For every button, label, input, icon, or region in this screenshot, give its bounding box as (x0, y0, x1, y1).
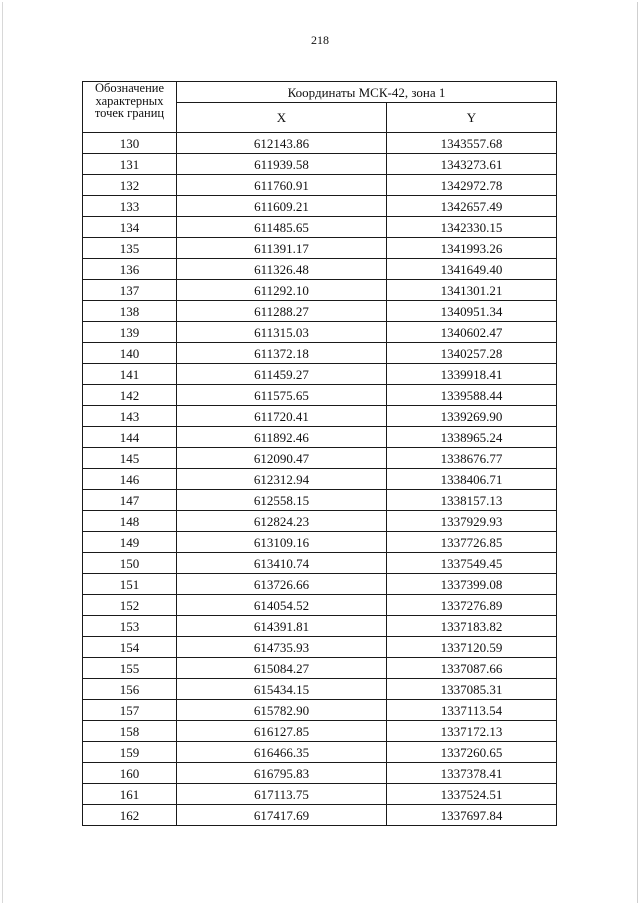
x-coordinate-cell: 611391.17 (177, 238, 387, 259)
table-row (83, 238, 557, 259)
point-number-cell: 159 (83, 742, 177, 763)
point-number-cell: 150 (83, 553, 177, 574)
x-coordinate-cell: 617113.75 (177, 784, 387, 805)
table-row (83, 511, 557, 532)
table-row (83, 133, 557, 154)
x-coordinate-cell: 616795.83 (177, 763, 387, 784)
point-number-cell: 158 (83, 721, 177, 742)
table-row (83, 469, 557, 490)
y-coordinate-cell: 1342330.15 (387, 217, 557, 238)
y-coordinate-cell: 1338676.77 (387, 448, 557, 469)
table-row (83, 553, 557, 574)
page-number: 218 (311, 33, 329, 47)
table-row (83, 385, 557, 406)
point-number-cell: 134 (83, 217, 177, 238)
table-row (83, 763, 557, 784)
x-coordinate-cell: 611288.27 (177, 301, 387, 322)
point-number-cell: 155 (83, 658, 177, 679)
x-coordinate-cell: 617417.69 (177, 805, 387, 826)
header-row-1 (83, 82, 557, 103)
table-row (83, 616, 557, 637)
table-row (83, 343, 557, 364)
point-number-cell: 157 (83, 700, 177, 721)
y-coordinate-cell: 1343557.68 (387, 133, 557, 154)
point-number-cell: 141 (83, 364, 177, 385)
table-row (83, 637, 557, 658)
point-number-cell: 144 (83, 427, 177, 448)
table-row (83, 805, 557, 826)
table-row (83, 217, 557, 238)
y-coordinate-cell: 1337087.66 (387, 658, 557, 679)
y-coordinate-cell: 1337378.41 (387, 763, 557, 784)
table-row (83, 658, 557, 679)
table-row (83, 322, 557, 343)
table-row (83, 427, 557, 448)
point-number-cell: 152 (83, 595, 177, 616)
y-coordinate-cell: 1341649.40 (387, 259, 557, 280)
table-row (83, 280, 557, 301)
x-column-header: X (177, 103, 387, 133)
x-coordinate-cell: 611892.46 (177, 427, 387, 448)
point-number-cell: 153 (83, 616, 177, 637)
table-row (83, 490, 557, 511)
y-coordinate-cell: 1337524.51 (387, 784, 557, 805)
y-coordinate-cell: 1341993.26 (387, 238, 557, 259)
table-row (83, 679, 557, 700)
x-coordinate-cell: 612824.23 (177, 511, 387, 532)
x-coordinate-cell: 612143.86 (177, 133, 387, 154)
y-coordinate-cell: 1340602.47 (387, 322, 557, 343)
x-coordinate-cell: 615084.27 (177, 658, 387, 679)
point-number-cell: 142 (83, 385, 177, 406)
table-row (83, 406, 557, 427)
point-number-cell: 132 (83, 175, 177, 196)
point-number-cell: 143 (83, 406, 177, 427)
point-number-cell: 135 (83, 238, 177, 259)
x-coordinate-cell: 611372.18 (177, 343, 387, 364)
x-coordinate-cell: 616127.85 (177, 721, 387, 742)
x-coordinate-cell: 614391.81 (177, 616, 387, 637)
x-coordinate-cell: 612090.47 (177, 448, 387, 469)
point-number-cell: 140 (83, 343, 177, 364)
y-coordinate-cell: 1337085.31 (387, 679, 557, 700)
point-number-cell: 151 (83, 574, 177, 595)
table-body (83, 133, 557, 826)
y-coordinate-cell: 1337260.65 (387, 742, 557, 763)
x-coordinate-cell: 613726.66 (177, 574, 387, 595)
x-coordinate-cell: 611292.10 (177, 280, 387, 301)
y-coordinate-cell: 1337549.45 (387, 553, 557, 574)
x-coordinate-cell: 611315.03 (177, 322, 387, 343)
y-coordinate-cell: 1338157.13 (387, 490, 557, 511)
point-number-cell: 160 (83, 763, 177, 784)
y-coordinate-cell: 1337726.85 (387, 532, 557, 553)
point-number-cell: 139 (83, 322, 177, 343)
x-coordinate-cell: 611485.65 (177, 217, 387, 238)
x-coordinate-cell: 612558.15 (177, 490, 387, 511)
y-coordinate-cell: 1337276.89 (387, 595, 557, 616)
point-number-cell: 149 (83, 532, 177, 553)
x-coordinate-cell: 611760.91 (177, 175, 387, 196)
point-designation-header: Обозначение характерных точек границ (83, 82, 177, 133)
point-number-cell: 138 (83, 301, 177, 322)
x-coordinate-cell: 616466.35 (177, 742, 387, 763)
point-number-cell: 148 (83, 511, 177, 532)
y-coordinate-cell: 1337399.08 (387, 574, 557, 595)
coordinates-group-header: Координаты МСК-42, зона 1 (177, 82, 557, 103)
x-coordinate-cell: 615434.15 (177, 679, 387, 700)
point-number-cell: 162 (83, 805, 177, 826)
table-row (83, 448, 557, 469)
y-coordinate-cell: 1342972.78 (387, 175, 557, 196)
x-coordinate-cell: 611326.48 (177, 259, 387, 280)
y-coordinate-cell: 1337697.84 (387, 805, 557, 826)
point-number-cell: 146 (83, 469, 177, 490)
table-row (83, 259, 557, 280)
y-coordinate-cell: 1338965.24 (387, 427, 557, 448)
y-coordinate-cell: 1342657.49 (387, 196, 557, 217)
y-coordinate-cell: 1337120.59 (387, 637, 557, 658)
x-coordinate-cell: 611459.27 (177, 364, 387, 385)
point-number-cell: 131 (83, 154, 177, 175)
table-row (83, 742, 557, 763)
point-number-cell: 154 (83, 637, 177, 658)
x-coordinate-cell: 613109.16 (177, 532, 387, 553)
table-row (83, 574, 557, 595)
x-coordinate-cell: 611609.21 (177, 196, 387, 217)
coordinates-table (82, 81, 557, 826)
y-coordinate-cell: 1337172.13 (387, 721, 557, 742)
x-coordinate-cell: 612312.94 (177, 469, 387, 490)
y-column-header: Y (387, 103, 557, 133)
y-coordinate-cell: 1340257.28 (387, 343, 557, 364)
table-row (83, 784, 557, 805)
y-coordinate-cell: 1337929.93 (387, 511, 557, 532)
table-row (83, 154, 557, 175)
table-row (83, 532, 557, 553)
point-number-cell: 156 (83, 679, 177, 700)
x-coordinate-cell: 615782.90 (177, 700, 387, 721)
x-coordinate-cell: 614054.52 (177, 595, 387, 616)
point-number-cell: 145 (83, 448, 177, 469)
y-coordinate-cell: 1339588.44 (387, 385, 557, 406)
point-number-cell: 137 (83, 280, 177, 301)
x-coordinate-cell: 614735.93 (177, 637, 387, 658)
x-coordinate-cell: 611575.65 (177, 385, 387, 406)
point-number-cell: 161 (83, 784, 177, 805)
table-row (83, 721, 557, 742)
y-coordinate-cell: 1343273.61 (387, 154, 557, 175)
y-coordinate-cell: 1338406.71 (387, 469, 557, 490)
x-coordinate-cell: 613410.74 (177, 553, 387, 574)
y-coordinate-cell: 1339918.41 (387, 364, 557, 385)
y-coordinate-cell: 1337113.54 (387, 700, 557, 721)
point-number-cell: 136 (83, 259, 177, 280)
x-coordinate-cell: 611939.58 (177, 154, 387, 175)
y-coordinate-cell: 1339269.90 (387, 406, 557, 427)
table-header (83, 82, 557, 133)
table-row (83, 595, 557, 616)
y-coordinate-cell: 1340951.34 (387, 301, 557, 322)
x-coordinate-cell: 611720.41 (177, 406, 387, 427)
table-row (83, 700, 557, 721)
table-row (83, 301, 557, 322)
table-row (83, 364, 557, 385)
y-coordinate-cell: 1341301.21 (387, 280, 557, 301)
point-number-cell: 130 (83, 133, 177, 154)
table-row (83, 196, 557, 217)
point-number-cell: 133 (83, 196, 177, 217)
point-number-cell: 147 (83, 490, 177, 511)
table-row (83, 175, 557, 196)
y-coordinate-cell: 1337183.82 (387, 616, 557, 637)
